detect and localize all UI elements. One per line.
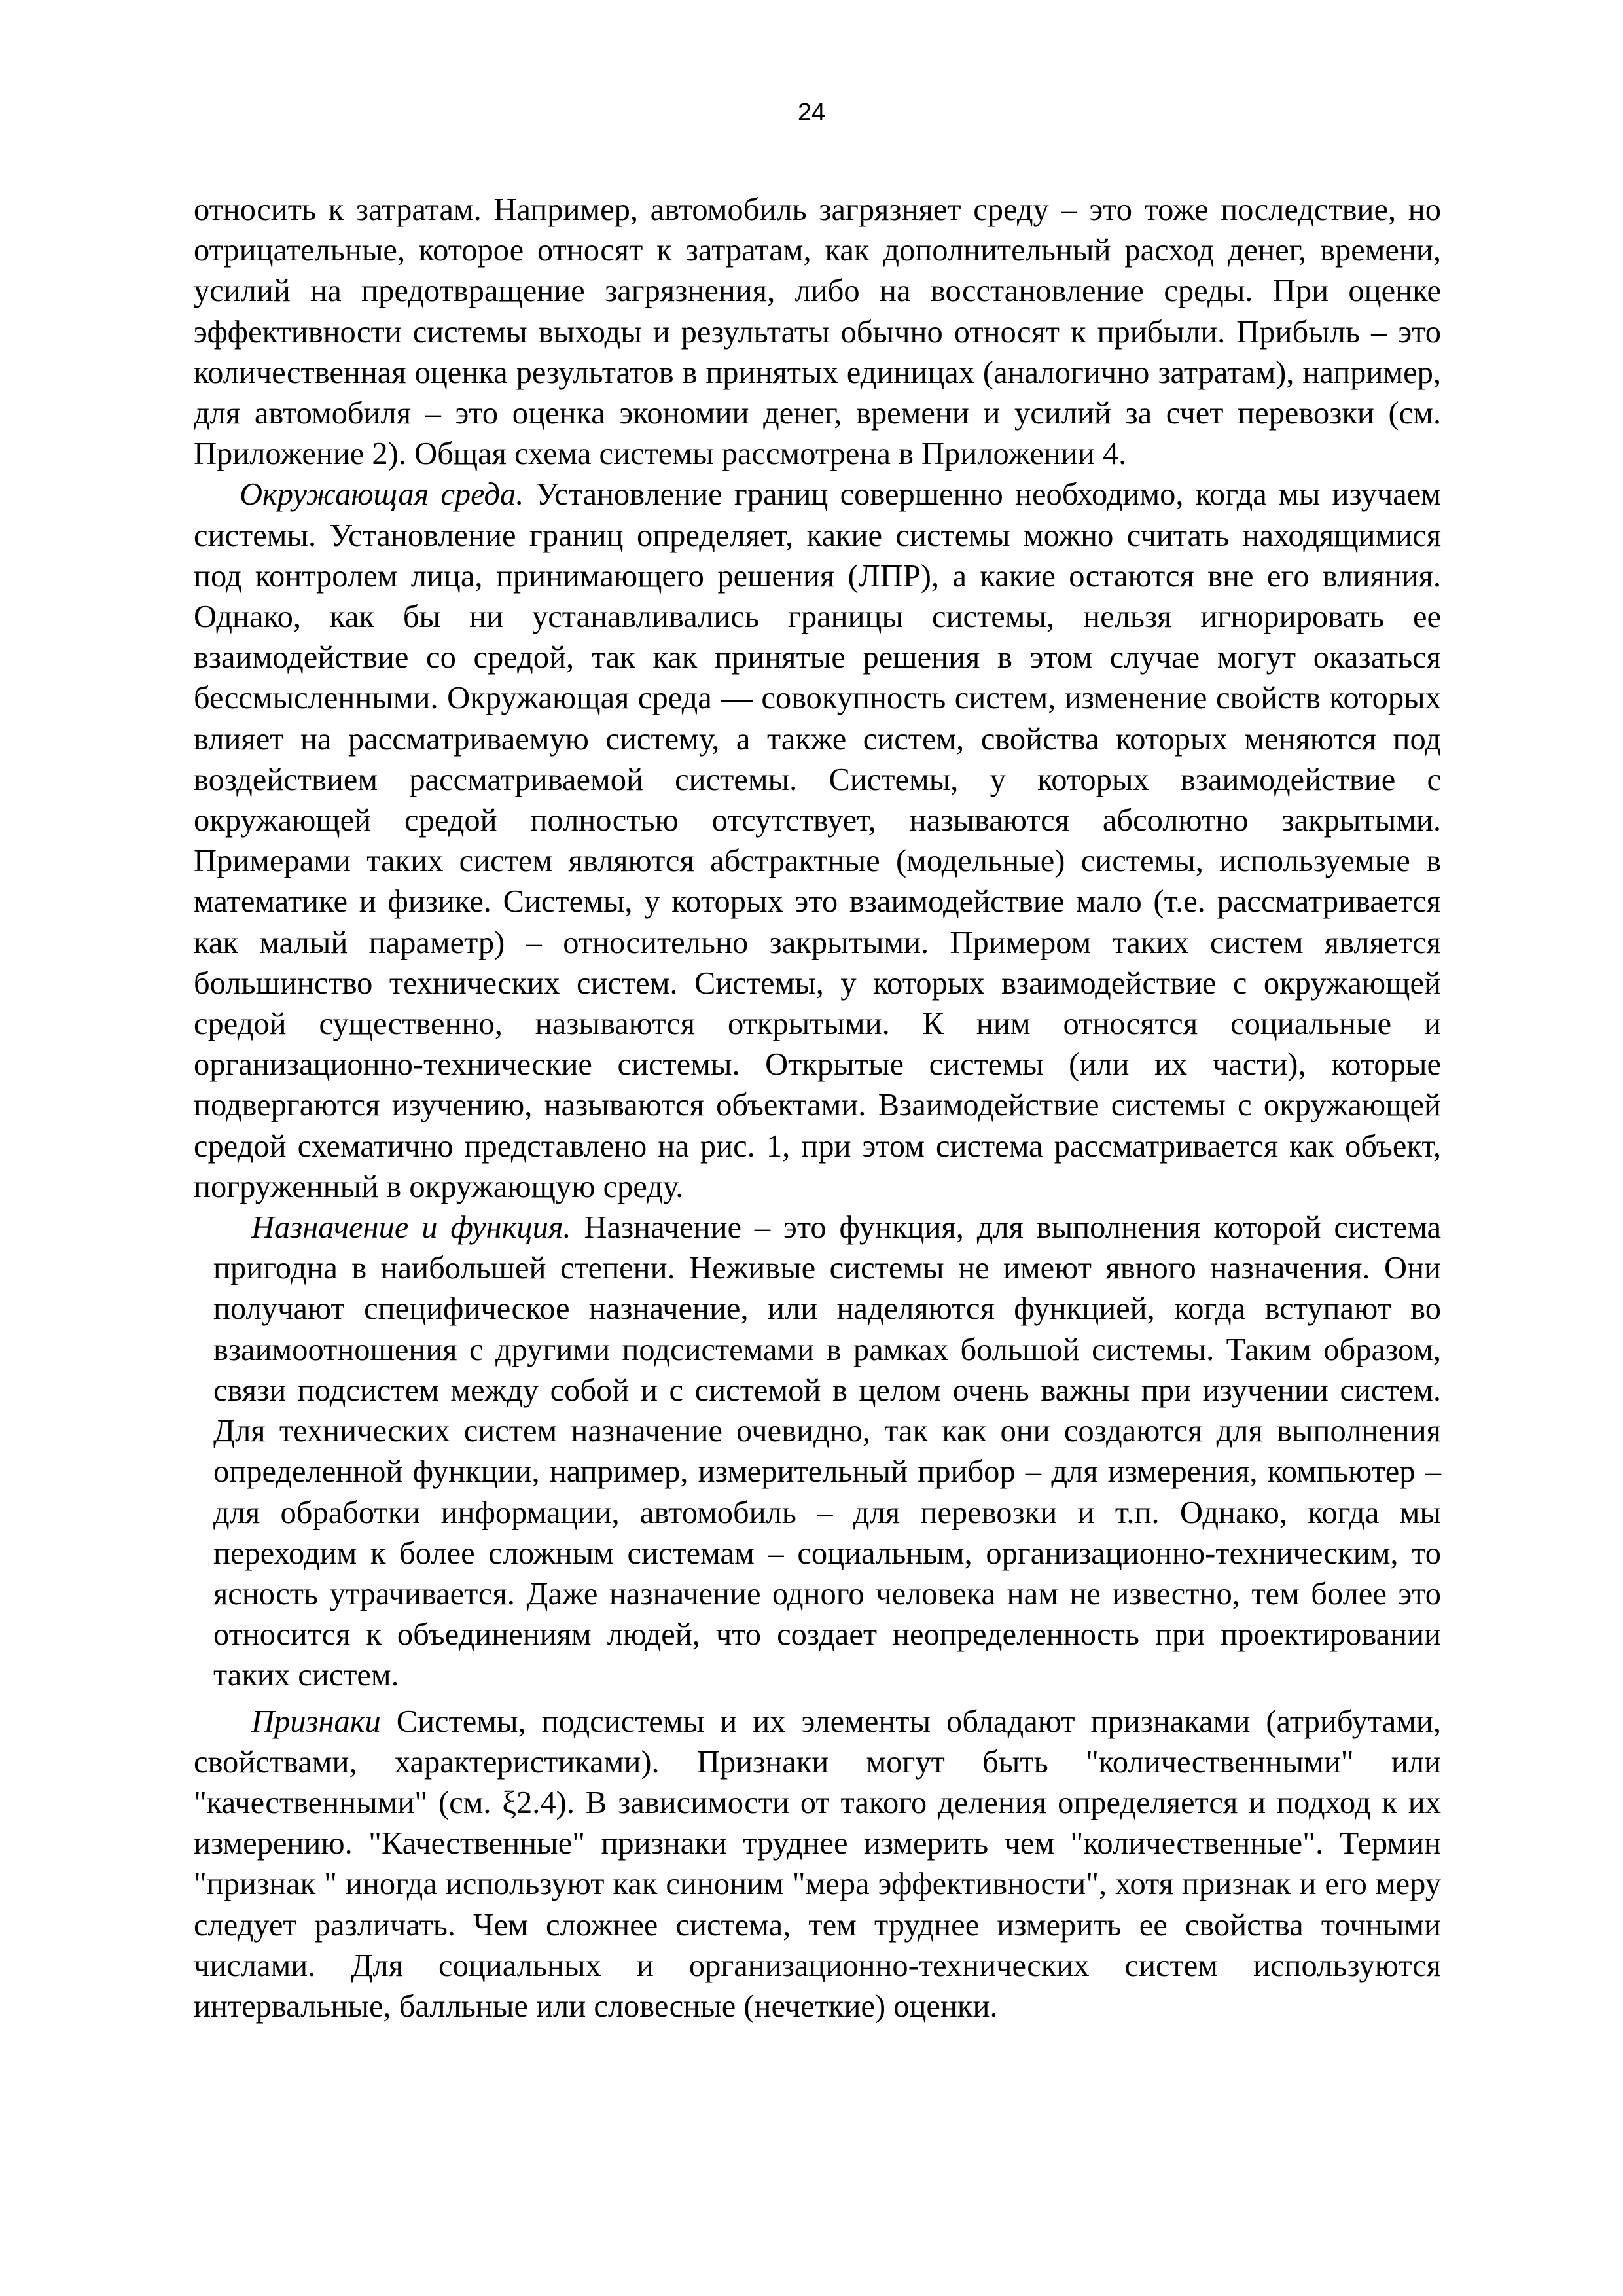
paragraph-heading: Признаки	[251, 1704, 381, 1739]
paragraph-text: относить к затратам. Например, автомобиль загрязняет среду – это тоже последствие, но отрицательные, которое относят к затратам, как дополнительный расход денег, времени, усилий на предотвращение загрязнения, либо на восстановление среды. При оценке эффективности системы выходы и результаты обычно относят к прибыли. Прибыль – это количественная оценка результатов в принятых единицах (аналогично затратам), например, для автомобиля – это оценка экономии денег, времени и усилий за счет перевозки (см. Приложение 2). Общая схема системы рассмотрена в Приложении 4.	[194, 192, 1441, 472]
page-number: 24	[797, 99, 826, 126]
paragraph-attributes	[194, 1702, 1441, 2028]
paragraph-text: Системы, подсистемы и их элементы обладают признаками (атрибутами, свойствами, характеристиками). Признаки могут быть "количественными" или "качественными" (см. ξ2.4). В зависимости от такого деления определяется и подход к их измерению. "Качественные" признаки труднее измерить чем "количественные". Термин "признак " иногда используют как синоним "мера эффективности", хотя признак и его меру следует различать. Чем сложнее система, тем труднее измерить ее свойства точными числами. Для социальных и организационно-технических систем используются интервальные, балльные или словесные (нечеткие) оценки.	[194, 1704, 1441, 2024]
paragraph-purpose-function	[194, 1208, 1441, 1696]
paragraph-environment	[194, 475, 1441, 1208]
paragraph-heading: Назначение и функция.	[251, 1210, 571, 1246]
paragraph-heading: Окружающая среда.	[240, 477, 524, 512]
paragraph-continuation	[194, 190, 1441, 475]
paragraph-text: Назначение – это функция, для выполнения которой система пригодна в наибольшей степени. Неживые системы не имеют явного назначения. Они получают специфическое назначение, или наделяются функцией, когда вступают во взаимоотношения с другими подсистемами в рамках большой системы. Таким образом, связи подсистем между собой и с системой в целом очень важны при изучении систем. Для технических систем назначение очевидно, так как они создаются для выполнения определенной функции, например, измерительный прибор – для измерения, компьютер – для обработки информации, автомобиль – для перевозки и т.п. Однако, когда мы переходим к более сложным системам – социальным, организационно-техническим, то ясность утрачивается. Даже назначение одного человека нам не известно, тем более это относится к объединениям людей, что создает неопределенность при проектировании таких систем.	[213, 1210, 1441, 1693]
page-body	[194, 190, 1441, 2027]
paragraph-text: Установление границ совершенно необходимо, когда мы изучаем системы. Установление границ определяет, какие системы можно считать находящимися под контролем лица, принимающего решения (ЛПР), а какие остаются вне его влияния. Однако, как бы ни устанавливались границы системы, нельзя игнорировать ее взаимодействие со средой, так как принятые решения в этом случае могут оказаться бессмысленными. Окружающая среда — совокупность систем, изменение свойств которых влияет на рассматриваемую систему, а также систем, свойства которых меняются под воздействием рассматриваемой системы. Системы, у которых взаимодействие с окружающей средой полностью отсутствует, называются абсолютно закрытыми. Примерами таких систем являются абстрактные (модельные) системы, используемые в математике и физике. Системы, у которых это взаимодействие мало (т.е. рассматривается как малый параметр) – относительно закрытыми. Примером таких систем является большинство технических систем. Системы, у которых взаимодействие с окружающей средой существенно, называются открытыми. К ним относятся социальные и организационно-технические системы. Открытые системы (или их части), которые подвергаются изучению, называются объектами. Взаимодействие системы с окружающей средой схематично представлено на рис. 1, при этом система рассматривается как объект, погруженный в окружающую среду.	[194, 477, 1441, 1204]
